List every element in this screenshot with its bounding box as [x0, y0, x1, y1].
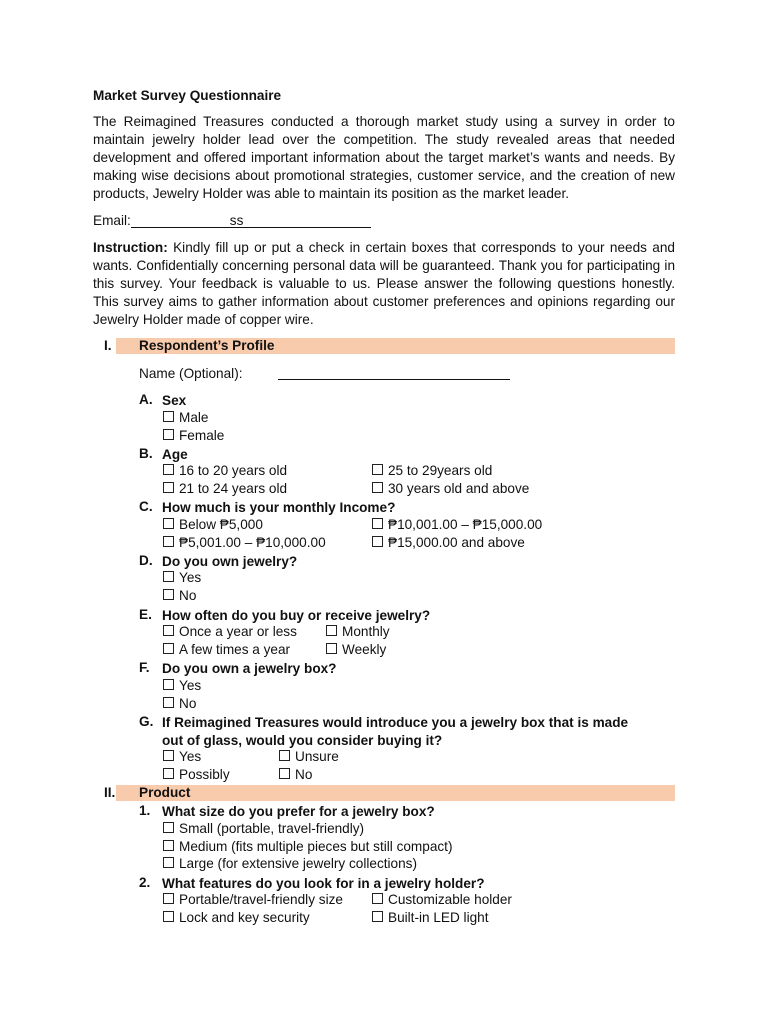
checkbox[interactable] — [163, 589, 174, 600]
question-text: How much is your monthly Income? — [162, 500, 396, 515]
question-letter: D. — [139, 553, 153, 568]
option-row[interactable] — [163, 749, 201, 764]
option-label: Weekly — [342, 642, 387, 657]
instruction-paragraph — [93, 239, 675, 329]
intro-paragraph: The Reimagined Treasures conducted a thorough market study using a survey in order to maintain jewelry holder lead over the competition. The study revealed areas that needed development and offered important information about the target market’s wants and needs. By making wise decisions about promotional strategies, customer service, and the creation of new products, Jewelry Holder was able to maintain its position as the market leader. — [93, 114, 675, 201]
option-row[interactable] — [326, 642, 386, 657]
question-letter: C. — [139, 499, 153, 514]
option-label: No — [295, 767, 313, 782]
checkbox[interactable] — [163, 625, 174, 636]
name-field[interactable] — [278, 379, 510, 380]
checkbox[interactable] — [163, 697, 174, 708]
email-label: Email: — [93, 213, 131, 228]
section-number: I. — [104, 338, 112, 353]
checkbox[interactable] — [163, 429, 174, 440]
name-label: Name (Optional): — [139, 366, 243, 381]
option-row[interactable] — [163, 767, 230, 782]
question-text: What features do you look for in a jewelry holder? — [162, 876, 485, 891]
checkbox[interactable] — [163, 822, 174, 833]
checkbox[interactable] — [372, 911, 383, 922]
option-row[interactable] — [163, 588, 196, 603]
checkbox[interactable] — [163, 464, 174, 475]
option-row[interactable] — [372, 535, 525, 550]
instruction-text: Kindly fill up or put a check in certain boxes that corresponds to your needs and wants. Confidentially concerning personal data will be guaranteed. Thank you for participating in this survey. Your feedback is valuable to us. Please answer the following questions honestly. This survey aims to gather information about customer preferences and opinions regarding our Jewelry Holder made of copper wire. — [93, 240, 675, 327]
section-title: Respondent’s Profile — [139, 338, 275, 353]
question-letter: E. — [139, 607, 152, 622]
option-row[interactable] — [163, 624, 297, 639]
email-field[interactable] — [131, 212, 371, 228]
option-row[interactable] — [163, 535, 326, 550]
section-title: Product — [139, 785, 191, 800]
question-text: How often do you buy or receive jewelry? — [162, 608, 431, 623]
question-letter: A. — [139, 392, 153, 407]
option-row[interactable] — [163, 428, 224, 443]
option-label: 25 to 29years old — [388, 463, 493, 478]
option-label: No — [179, 588, 197, 603]
option-row[interactable] — [372, 517, 542, 532]
checkbox[interactable] — [163, 482, 174, 493]
email-value: ss — [229, 213, 244, 228]
option-row[interactable] — [163, 696, 196, 711]
checkbox[interactable] — [279, 750, 290, 761]
checkbox[interactable] — [163, 518, 174, 529]
option-row[interactable] — [163, 910, 310, 925]
checkbox[interactable] — [163, 840, 174, 851]
option-label: Yes — [179, 570, 202, 585]
option-row[interactable] — [163, 678, 201, 693]
option-row[interactable] — [163, 570, 201, 585]
question-number: 1. — [139, 803, 151, 818]
question-text: If Reimagined Treasures would introduce you a jewelry box that is made — [162, 715, 629, 730]
option-row[interactable] — [163, 517, 263, 532]
option-label: Yes — [179, 749, 202, 764]
option-row[interactable] — [163, 642, 290, 657]
option-row[interactable] — [372, 910, 489, 925]
checkbox[interactable] — [326, 643, 337, 654]
question-letter: F. — [139, 660, 150, 675]
option-label: 30 years old and above — [388, 481, 530, 496]
checkbox[interactable] — [372, 893, 383, 904]
question-letter: G. — [139, 714, 154, 729]
checkbox[interactable] — [372, 482, 383, 493]
option-label: A few times a year — [179, 642, 291, 657]
option-label: Male — [179, 410, 209, 425]
option-row[interactable] — [163, 821, 364, 836]
checkbox[interactable] — [163, 679, 174, 690]
question-text: Age — [162, 447, 188, 462]
option-label: ₱10,001.00 – ₱15,000.00 — [388, 517, 543, 532]
option-row[interactable] — [279, 767, 312, 782]
checkbox[interactable] — [163, 893, 174, 904]
option-label: Below ₱5,000 — [179, 517, 263, 532]
checkbox[interactable] — [163, 643, 174, 654]
question-text: Do you own a jewelry box? — [162, 661, 337, 676]
option-label: Female — [179, 428, 225, 443]
option-label: Possibly — [179, 767, 230, 782]
option-row[interactable] — [163, 410, 208, 425]
option-label: Customizable holder — [388, 892, 512, 907]
option-label: No — [179, 696, 197, 711]
option-row[interactable] — [163, 481, 287, 496]
option-row[interactable] — [163, 856, 417, 871]
option-label: ₱5,001.00 – ₱10,000.00 — [179, 535, 326, 550]
option-row[interactable] — [163, 892, 343, 907]
question-text: out of glass, would you consider buying it? — [162, 733, 443, 748]
checkbox[interactable] — [163, 571, 174, 582]
checkbox[interactable] — [163, 768, 174, 779]
option-label: Yes — [179, 678, 202, 693]
checkbox[interactable] — [372, 464, 383, 475]
question-text: Sex — [162, 393, 187, 408]
option-label: Unsure — [295, 749, 339, 764]
option-label: Once a year or less — [179, 624, 297, 639]
checkbox[interactable] — [163, 750, 174, 761]
question-number: 2. — [139, 875, 151, 890]
option-row[interactable] — [279, 749, 339, 764]
checkbox[interactable] — [326, 625, 337, 636]
option-label: Built-in LED light — [388, 910, 489, 925]
instruction-label: Instruction: — [93, 240, 168, 255]
option-row[interactable] — [372, 892, 512, 907]
checkbox[interactable] — [163, 411, 174, 422]
email-row — [93, 212, 371, 228]
option-label: Portable/travel-friendly size — [179, 892, 343, 907]
checkbox[interactable] — [372, 536, 383, 547]
section-number: II. — [104, 785, 116, 800]
checkbox[interactable] — [163, 536, 174, 547]
option-row[interactable] — [163, 463, 287, 478]
option-row[interactable] — [372, 481, 529, 496]
option-label: 16 to 20 years old — [179, 463, 288, 478]
document-title: Market Survey Questionnaire — [93, 88, 282, 103]
checkbox[interactable] — [163, 857, 174, 868]
option-row[interactable] — [163, 839, 452, 854]
option-label: Monthly — [342, 624, 390, 639]
checkbox[interactable] — [372, 518, 383, 529]
option-label: Large (for extensive jewelry collections) — [179, 856, 417, 871]
option-label: Lock and key security — [179, 910, 310, 925]
section-header-bar — [116, 785, 675, 801]
question-letter: B. — [139, 446, 153, 461]
option-row[interactable] — [326, 624, 390, 639]
question-text: What size do you prefer for a jewelry box? — [162, 804, 435, 819]
option-label: 21 to 24 years old — [179, 481, 288, 496]
question-text: Do you own jewelry? — [162, 554, 298, 569]
checkbox[interactable] — [279, 768, 290, 779]
option-label: Medium (fits multiple pieces but still compact) — [179, 839, 453, 854]
option-label: ₱15,000.00 and above — [388, 535, 525, 550]
option-label: Small (portable, travel-friendly) — [179, 821, 365, 836]
option-row[interactable] — [372, 463, 492, 478]
checkbox[interactable] — [163, 911, 174, 922]
